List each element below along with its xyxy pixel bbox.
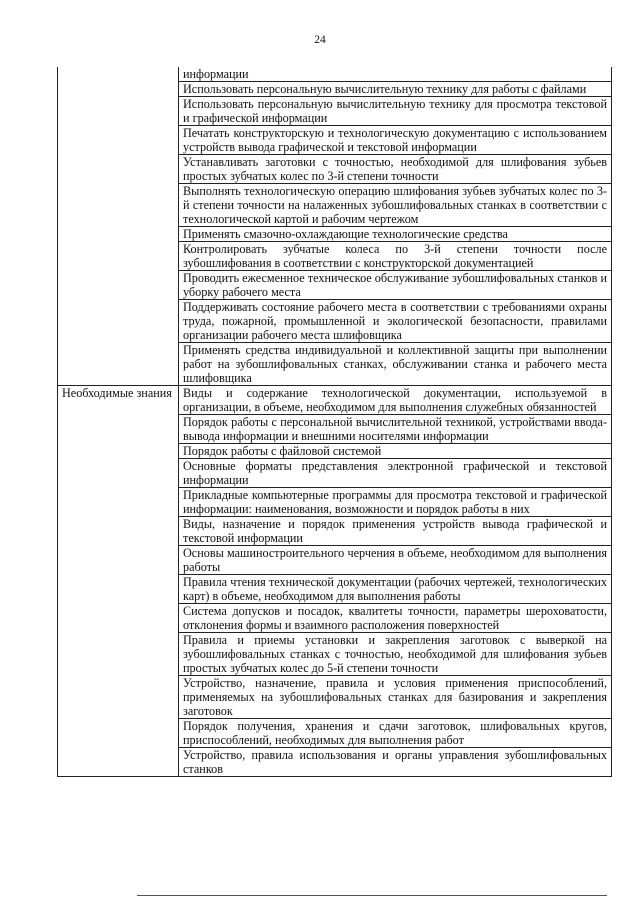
knowledge-item: Правила чтения технической документации (рабочих чертежей, технологических карт) в объеме, необходимом для выполнения работы bbox=[179, 575, 612, 604]
page-number: 24 bbox=[314, 34, 326, 46]
skill-item: Печатать конструкторскую и технологическую документацию с использованием устройств вывода графической и текстовой информации bbox=[179, 126, 612, 155]
knowledge-item: Виды, назначение и порядок применения устройств вывода графической и текстовой информации bbox=[179, 517, 612, 546]
skill-item: Проводить ежесменное техническое обслуживание зубошлифовальных станков и уборку рабочего места bbox=[179, 271, 612, 300]
skill-item: Поддерживать состояние рабочего места в соответствии с требованиями охраны труда, пожарной, промышленной и экологической безопасности, правилами организации рабочего места шлифовщика bbox=[179, 300, 612, 343]
table-row bbox=[58, 67, 612, 82]
knowledge-item: Устройство, назначение, правила и условия применения приспособлений, применяемых на зубошлифовальных станках для базирования и закрепления заготовок bbox=[179, 676, 612, 719]
skills-label-cell bbox=[58, 67, 179, 386]
knowledge-item: Виды и содержание технологической документации, используемой в организации, в объеме, необходимом для выполнения служебных обязанностей bbox=[179, 386, 612, 415]
knowledge-item: Основы машиностроительного черчения в объеме, необходимом для выполнения работы bbox=[179, 546, 612, 575]
knowledge-item: Правила и приемы установки и закрепления заготовок с выверкой на зубошлифовальных станках с точностью, необходимой для шлифования зубьев простых зубчатых колес до 5-й степени точности bbox=[179, 633, 612, 676]
skill-item: Использовать персональную вычислительную технику для просмотра текстовой и графической информации bbox=[179, 97, 612, 126]
skill-item: Контролировать зубчатые колеса по 3-й степени точности после зубошлифования в соответствии с конструкторской документацией bbox=[179, 242, 612, 271]
skill-item: Выполнять технологическую операцию шлифования зубьев зубчатых колес по 3-й степени точности на налаженных зубошлифовальных станках в соответствии с технологической картой и рабочим чертежом bbox=[179, 184, 612, 227]
knowledge-item: Прикладные компьютерные программы для просмотра текстовой и графической информации: наименования, возможности и порядок работы в них bbox=[179, 488, 612, 517]
knowledge-item: Система допусков и посадок, квалитеты точности, параметры шероховатости, отклонения формы и взаимного расположения поверхностей bbox=[179, 604, 612, 633]
skill-item: Применять смазочно-охлаждающие технологические средства bbox=[179, 227, 612, 242]
skill-item: Устанавливать заготовки с точностью, необходимой для шлифования зубьев простых зубчатых колес по 3-й степени точности bbox=[179, 155, 612, 184]
knowledge-item: Порядок получения, хранения и сдачи заготовок, шлифовальных кругов, приспособлений, необходимых для выполнения работ bbox=[179, 719, 612, 748]
skill-item: Использовать персональную вычислительную технику для работы с файлами bbox=[179, 82, 612, 97]
knowledge-item: Порядок работы с файловой системой bbox=[179, 444, 612, 459]
skill-item: информации bbox=[179, 67, 612, 82]
skill-item: Применять средства индивидуальной и коллективной защиты при выполнении работ на зубошлифовальных станках, обслуживании станка и рабочего места шлифовщика bbox=[179, 343, 612, 386]
knowledge-item: Основные форматы представления электронной графической и текстовой информации bbox=[179, 459, 612, 488]
knowledge-item: Устройство, правила использования и органы управления зубошлифовальных станков bbox=[179, 748, 612, 777]
scan-edge-line bbox=[137, 895, 607, 896]
requirements-table bbox=[57, 67, 612, 777]
knowledge-item: Порядок работы с персональной вычислительной техникой, устройствами ввода-вывода информации и внешними носителями информации bbox=[179, 415, 612, 444]
knowledge-label: Необходимые знания bbox=[58, 386, 179, 777]
table-row bbox=[58, 386, 612, 415]
